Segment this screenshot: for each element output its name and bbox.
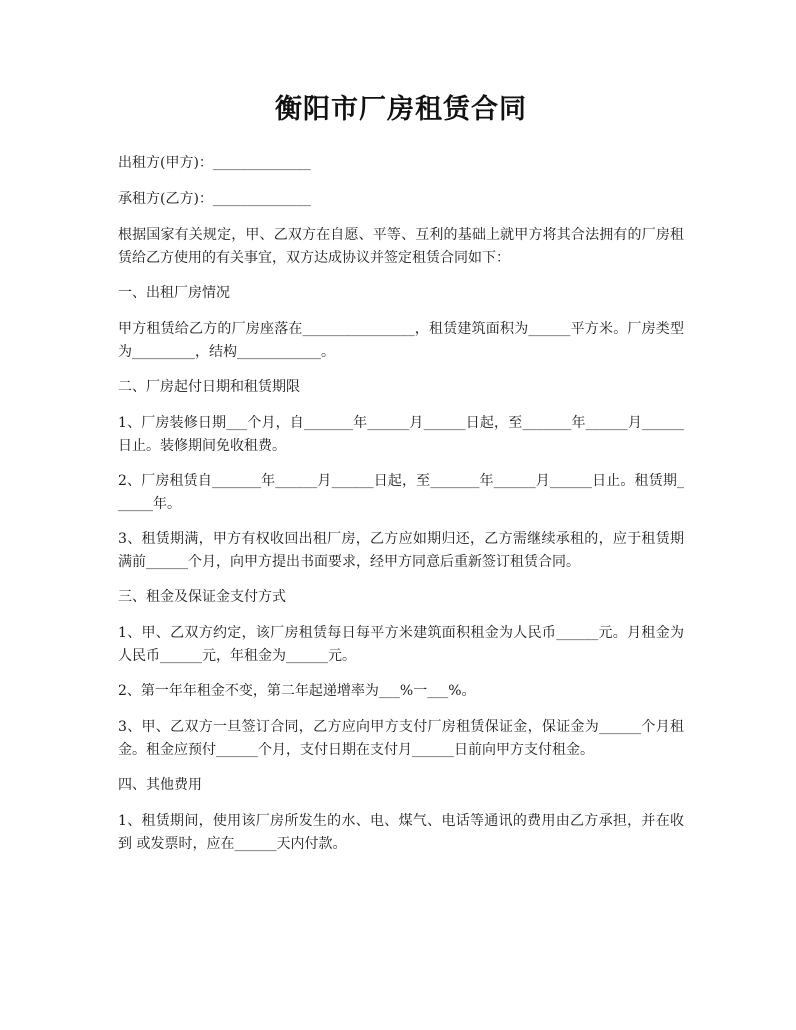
- preamble-paragraph: 根据国家有关规定，甲、乙双方在自愿、平等、互利的基础上就甲方将其合法拥有的厂房租赁给乙方使用的有关事宜，双方达成协议并签定租赁合同如下：: [118, 227, 684, 266]
- clause-paragraph: 3、甲、乙双方一旦签订合同，乙方应向甲方支付厂房租赁保证金，保证金为______个月租金。租金应预付______个月，支付日期在支付月______日前向甲方支付租金。: [118, 719, 684, 758]
- clause-paragraph: 2、厂房租赁自_______年______月______日起，至_______年______月______日止。租赁期______年。: [118, 473, 684, 512]
- contract-page: [118, 88, 684, 868]
- section-heading-1: 一、出租厂房情况: [118, 285, 230, 301]
- clause-paragraph: 甲方租赁给乙方的厂房座落在________________，租赁建筑面积为______平方米。厂房类型为_________，结构____________。: [118, 321, 684, 360]
- section-heading-3: 三、租金及保证金支付方式: [118, 589, 286, 605]
- clause-paragraph: 2、第一年年租金不变，第二年起递增率为___%一___%。: [118, 683, 476, 699]
- clause-paragraph: 1、租赁期间，使用该厂房所发生的水、电、煤气、电话等通讯的费用由乙方承担，并在收到 或发票时，应在______天内付款。: [118, 813, 684, 852]
- lessor-line: 出租方(甲方)：______________: [118, 155, 311, 171]
- section-heading-2: 二、厂房起付日期和租赁期限: [118, 379, 300, 395]
- clause-paragraph: 1、甲、乙双方约定，该厂房租赁每日每平方米建筑面积租金为人民币______元。月租金为人民币______元，年租金为______元。: [118, 625, 684, 664]
- clause-paragraph: 3、租赁期满，甲方有权收回出租厂房，乙方应如期归还，乙方需继续承租的，应于租赁期满前______个月，向甲方提出书面要求，经甲方同意后重新签订租赁合同。: [118, 531, 684, 570]
- clause-paragraph: 1、厂房装修日期___个月，自_______年______月______日起，至_______年______月______日止。装修期间免收租费。: [118, 415, 684, 454]
- section-heading-4: 四、其他费用: [118, 777, 202, 793]
- lessee-line: 承租方(乙方)：______________: [118, 191, 311, 207]
- document-title: 衡阳市厂房租赁合同: [275, 94, 527, 125]
- document-body: [118, 152, 684, 856]
